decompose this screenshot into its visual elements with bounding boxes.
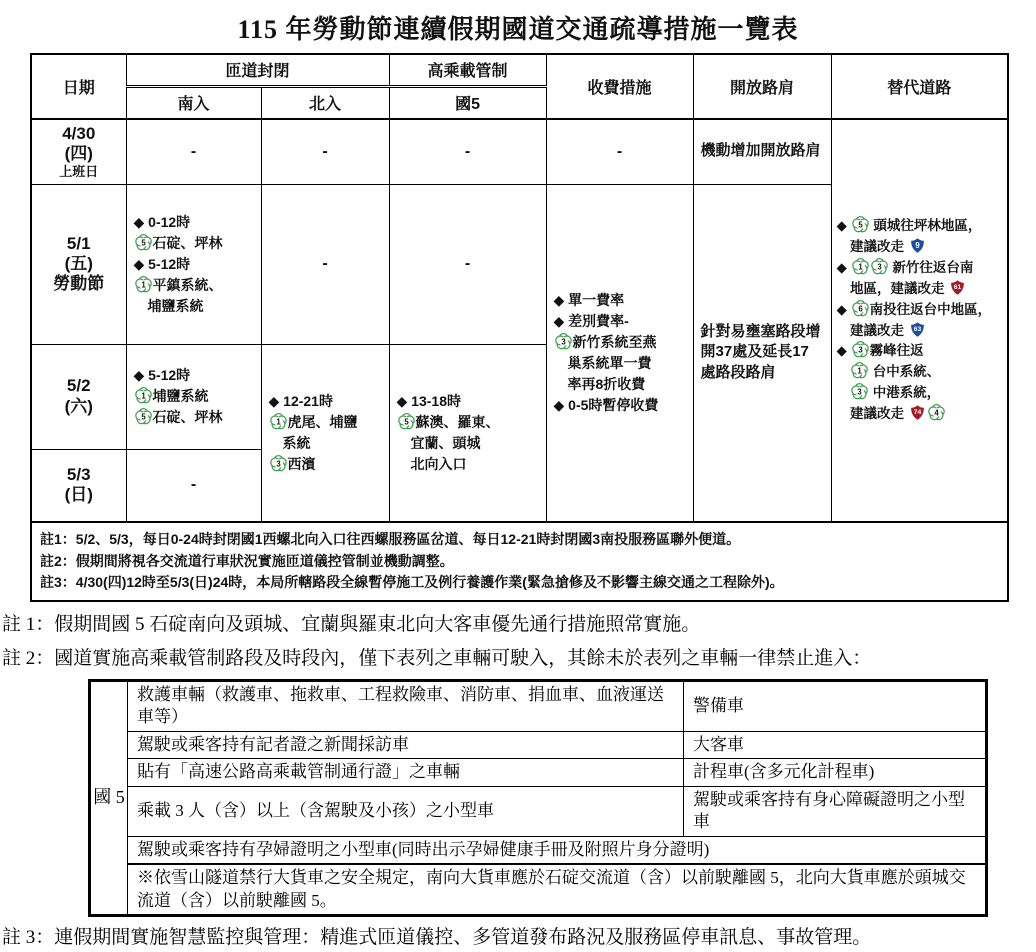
freeway-badge-icon [852, 216, 869, 233]
text-run: ◆ 13-18時 [396, 392, 461, 409]
svg-text:3: 3 [275, 459, 281, 469]
date-cell-5-1 [31, 184, 126, 344]
text-run: 地區，建議改走 [836, 280, 949, 296]
text-run [837, 364, 851, 379]
freeway-badge-icon [135, 387, 152, 404]
svg-text:74: 74 [913, 409, 922, 417]
text-run: 宜蘭、頭城 [396, 434, 481, 451]
text-run: 中港系統， [869, 385, 941, 401]
svg-text:3: 3 [857, 387, 862, 397]
cell-north-5-1: - [261, 184, 389, 344]
text-run [837, 385, 851, 400]
svg-text:3: 3 [857, 345, 863, 355]
freeway-badge-icon [555, 333, 572, 350]
vehicle-rule-cell: 駕駛或乘客持有記者證之新聞採訪車 [128, 731, 684, 758]
expressway-red-badge-icon [909, 404, 926, 421]
text-run: 南投往返台中地區， [869, 301, 992, 317]
cell-g5-5-1: - [389, 184, 546, 344]
text-run: 系統 [268, 434, 311, 451]
date-cell-5-3 [31, 449, 126, 522]
svg-text:1: 1 [857, 366, 862, 376]
freeway-badge-icon [135, 234, 152, 251]
text-run: ◆ [836, 343, 851, 359]
col-header-g5: 國5 [389, 86, 546, 119]
date-line: (日) [64, 485, 93, 505]
text-run: 新竹往返台南 [888, 259, 974, 275]
freeway-badge-icon [852, 341, 869, 358]
freeway-badge-icon [851, 362, 868, 379]
svg-text:1: 1 [857, 262, 863, 272]
cell-south-5-1 [126, 184, 261, 344]
svg-text:5: 5 [857, 220, 863, 230]
text-run: 建議改走 [836, 322, 908, 338]
freeway-badge-icon [852, 258, 869, 275]
date-line: 上班日 [59, 164, 99, 180]
freeway-badge-icon [852, 300, 869, 317]
text-run: ◆ 單一費率 [553, 291, 625, 308]
date-line: (五) [64, 253, 93, 273]
g5-route-label: 國 5 [90, 681, 128, 916]
vehicle-rule-cell: 計程車(含多元化計程車) [684, 759, 987, 786]
outside-note-2: 註 2：國道實施高乘載管制路段及時段內，僅下表列之車輛可駛入，其餘未於表列之車輛一律禁止進入： [2, 648, 872, 670]
text-run: 埔鹽系統 [133, 297, 204, 314]
svg-text:5: 5 [140, 412, 146, 422]
vehicle-rule-cell: 乘載 3 人（含）以上（含駕駛及小孩）之小型車 [128, 786, 684, 836]
svg-text:3: 3 [876, 262, 882, 272]
text-run: 新竹系統至燕 [572, 333, 657, 350]
svg-text:4: 4 [934, 408, 939, 418]
text-run: ◆ 0-12時 [133, 213, 191, 230]
text-run: 巢系統單一費 [553, 354, 652, 371]
svg-text:6: 6 [857, 304, 863, 314]
vehicle-rule-cell-pregnant: 駕駛或乘客持有孕婦證明之小型車(同時出示孕婦健康手冊及附照片身分證明) [128, 836, 987, 864]
cell-toll-measures [546, 184, 693, 522]
cell-north-4-30: - [261, 119, 389, 184]
date-line: 4/30 [62, 124, 96, 144]
svg-text:5: 5 [140, 238, 146, 248]
text-run: ◆ 5-12時 [133, 255, 191, 272]
text-run: ◆ 5-12時 [133, 367, 191, 383]
cell-shoulder-4-30: 機動增加開放路肩 [693, 119, 831, 184]
date-line: (六) [64, 396, 93, 416]
col-header-south-entry: 南入 [126, 86, 261, 119]
text-run: ◆ [836, 259, 851, 275]
col-header-north-entry: 北入 [261, 86, 389, 119]
provincial-blue-badge-icon [909, 237, 926, 254]
text-run: 台中系統、 [869, 364, 941, 380]
text-run: 霧峰往返 [869, 343, 924, 359]
svg-text:1: 1 [275, 417, 281, 427]
expressway-red-badge-icon [949, 279, 966, 296]
text-run: ◆ [836, 217, 851, 233]
vehicle-rule-cell: 貼有「高速公路高乘載管制通行證」之車輛 [128, 759, 684, 786]
table-footnote-2: 註2：假期間將視各交流道行車狀況實施匝道儀控管制並機動調整。 [40, 552, 454, 569]
text-run: 虎尾、埔鹽 [287, 413, 358, 430]
cell-south-4-30: - [126, 119, 261, 184]
col-header-alt-roads: 替代道路 [831, 54, 1008, 119]
date-cell-4-30 [31, 119, 126, 184]
freeway-badge-icon [871, 258, 888, 275]
table-footnotes-cell [31, 522, 1008, 601]
freeway-badge-icon [928, 404, 945, 421]
cell-north-5-2-5-3 [261, 344, 389, 522]
table-footnote-1: 註1：5/2、5/3，每日0-24時封閉國1西螺北向入口往西螺服務區岔道、每日12-21時封閉國3南投服務區聯外便道。 [40, 531, 741, 547]
col-header-toll: 收費措施 [546, 54, 693, 119]
cell-shoulder-open: 針對易壅塞路段增開37處及延長17處路段路肩 [693, 184, 831, 522]
text-run: 建議改走 [836, 406, 908, 422]
provincial-blue-badge-icon [909, 321, 926, 338]
cell-alt-roads [831, 119, 1008, 522]
text-run: 石碇、坪林 [152, 234, 223, 251]
svg-text:63: 63 [913, 325, 922, 333]
text-run: 蘇澳、羅東、 [415, 413, 500, 430]
text-run: 埔鹽系統 [152, 388, 209, 404]
date-line: 5/1 [66, 233, 91, 253]
text-run: ◆ 12-21時 [268, 392, 333, 409]
cell-south-5-2 [126, 344, 261, 449]
outside-note-1: 註 1：假期間國 5 石碇南向及頭城、宜蘭與羅東北向大客車優先通行措施照常實施。 [2, 614, 701, 636]
svg-text:61: 61 [954, 283, 962, 291]
svg-text:9: 9 [915, 240, 920, 250]
freeway-badge-icon [270, 455, 287, 472]
svg-text:3: 3 [560, 337, 566, 347]
text-run: 石碇、坪林 [152, 409, 223, 425]
text-run: ◆ 差別費率- [553, 312, 629, 329]
freeway-badge-icon [135, 408, 152, 425]
vehicle-rule-cell-truck-restriction: ※依雪山隧道禁行大貨車之安全規定，南向大貨車應於石碇交流道（含）以前駛離國 5，北向大貨車應於頭城交流道（含）以前駛離國 5。 [128, 864, 987, 915]
cell-g5-5-2-5-3 [389, 344, 546, 522]
cell-g5-4-30: - [389, 119, 546, 184]
text-run: ◆ 0-5時暫停收費 [553, 396, 659, 413]
date-line: 5/3 [66, 465, 91, 485]
cell-toll-4-30: - [546, 119, 693, 184]
table-footnote-3: 註3：4/30(四)12時至5/3(日)24時，本局所轄路段全線暫停施工及例行養護作業(緊急搶修及不影響主線交通之工程除外)。 [40, 574, 784, 591]
freeway-badge-icon [135, 276, 152, 293]
col-header-shoulder: 開放路肩 [693, 54, 831, 119]
outside-note-3: 註 3：連假期間實施智慧監控與管理：精進式匝道儀控、多管道發布路況及服務區停車訊息、事故管理。 [2, 926, 872, 948]
date-line: 5/2 [66, 376, 91, 396]
text-run: 平鎮系統、 [152, 276, 223, 293]
text-run: 建議改走 [836, 238, 908, 254]
date-cell-5-2 [31, 344, 126, 449]
svg-text:1: 1 [140, 280, 146, 290]
text-run: ◆ [836, 301, 851, 317]
col-header-date: 日期 [31, 54, 126, 119]
vehicle-rule-cell: 救護車輛（救護車、拖救車、工程救險車、消防車、捐血車、血液運送車等） [128, 681, 684, 732]
freeway-badge-icon [270, 413, 287, 430]
freeway-badge-icon [398, 413, 415, 430]
text-run: 頭城往坪林地區， [869, 217, 982, 233]
traffic-measures-table [30, 53, 1009, 602]
freeway-badge-icon [851, 383, 868, 400]
vehicle-rule-cell: 警備車 [684, 681, 987, 732]
svg-text:5: 5 [403, 417, 409, 427]
page-title: 115 年勞動節連續假期國道交通疏導措施一覽表 [237, 15, 799, 44]
text-run: 北向入口 [396, 455, 467, 472]
text-run: 率再8折收費 [553, 375, 646, 392]
text-run: 西濱 [287, 455, 316, 472]
date-line: 勞動節 [53, 274, 105, 294]
vehicle-rule-cell: 駕駛或乘客持有身心障礙證明之小型車 [684, 786, 987, 836]
date-line: (四) [64, 144, 93, 164]
vehicle-rule-cell: 大客車 [684, 731, 987, 758]
svg-text:1: 1 [140, 391, 146, 401]
col-header-hov: 高乘載管制 [389, 54, 546, 86]
hov-allowed-vehicles-table [88, 679, 988, 917]
cell-south-5-3: - [126, 449, 261, 522]
col-header-ramp-closure: 匝道封閉 [126, 54, 389, 86]
